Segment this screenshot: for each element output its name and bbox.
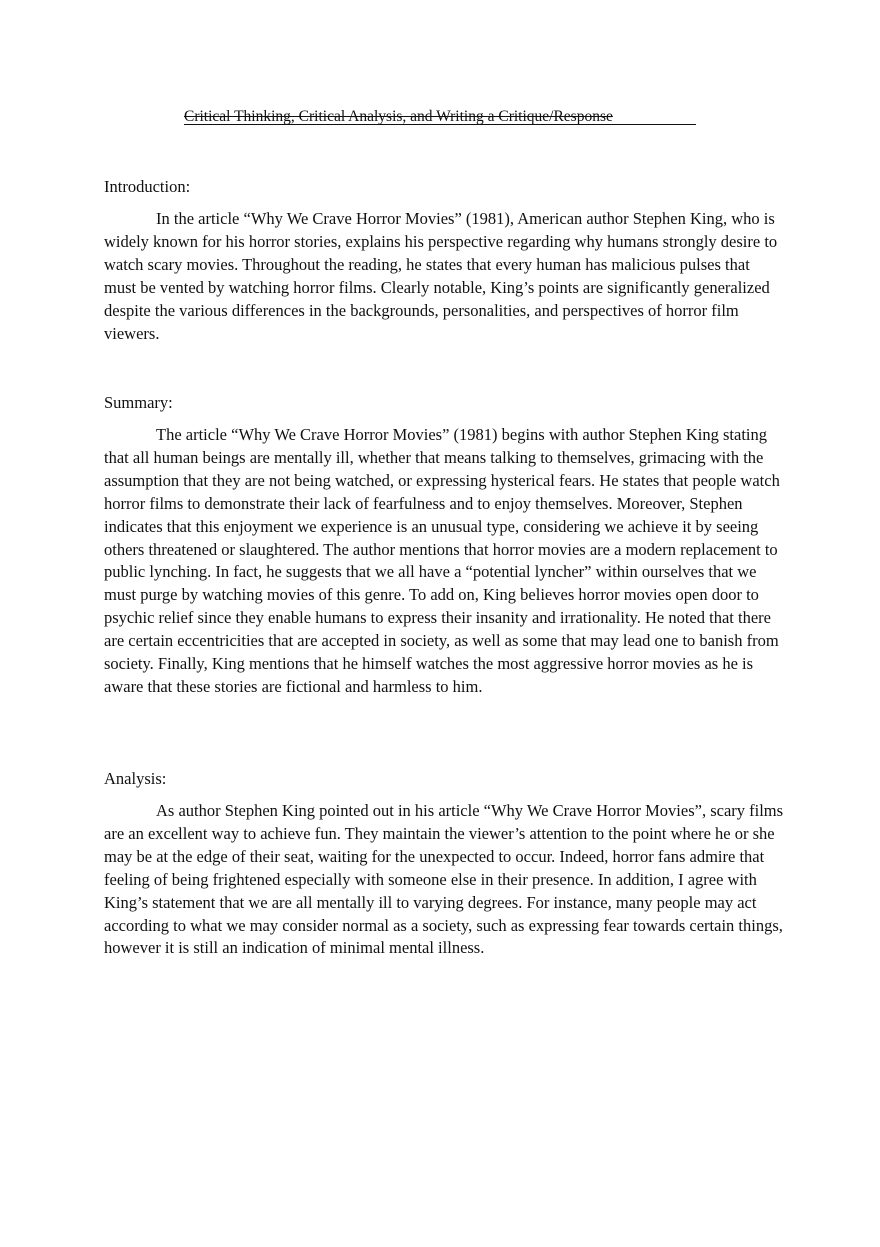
analysis-heading: Analysis: (104, 769, 167, 788)
summary-section (104, 392, 784, 699)
introduction-heading: Introduction: (104, 177, 191, 196)
analysis-section (104, 768, 784, 960)
introduction-section (104, 176, 784, 345)
summary-heading: Summary: (104, 393, 173, 412)
document-title: Critical Thinking, Critical Analysis, and Writing a Critique/Response (184, 107, 696, 125)
analysis-paragraph: As author Stephen King pointed out in his article “Why We Crave Horror Movies”, scary films are an excellent way to achieve fun. They maintain the viewer’s attention to the point where he or she may be at the edge of their seat, waiting for the unexpected to occur. Indeed, horror fans admire that feeling of being frightened especially with someone else in their presence. In addition, I agree with King’s statement that we are all mentally ill to varying degrees. For instance, many people may act according to what we may consider normal as a society, such as expressing fear towards certain things, however it is still an indication of minimal mental illness. (104, 801, 784, 958)
introduction-paragraph: In the article “Why We Crave Horror Movies” (1981), American author Stephen King, who is widely known for his horror stories, explains his perspective regarding why humans strongly desire to watch scary movies. Throughout the reading, he states that every human has malicious pulses that must be vented by watching horror films. Clearly notable, King’s points are significantly generalized despite the various differences in the backgrounds, personalities, and perspectives of horror film viewers. (104, 209, 778, 343)
summary-paragraph: The article “Why We Crave Horror Movies” (1981) begins with author Stephen King stating that all human beings are mentally ill, whether that means talking to themselves, grimacing with the assumption that they are not being watched, or expressing hysterical fears. He states that people watch horror films to demonstrate their lack of fearfulness and to enjoy themselves. Moreover, Stephen indicates that this enjoyment we experience is an unusual type, considering we achieve it by seeing others threatened or slaughtered. The author mentions that horror movies are a modern replacement to public lynching. In fact, he suggests that we all have a “potential lyncher” within ourselves that we must purge by watching movies of this genre. To add on, King believes horror movies open door to psychic relief since they enable humans to express their insanity and irrationality. He noted that there are certain eccentricities that are accepted in society, as well as some that may lead one to banish from society. Finally, King mentions that he himself watches the most aggressive horror movies as he is aware that these stories are fictional and harmless to him. (104, 425, 780, 696)
